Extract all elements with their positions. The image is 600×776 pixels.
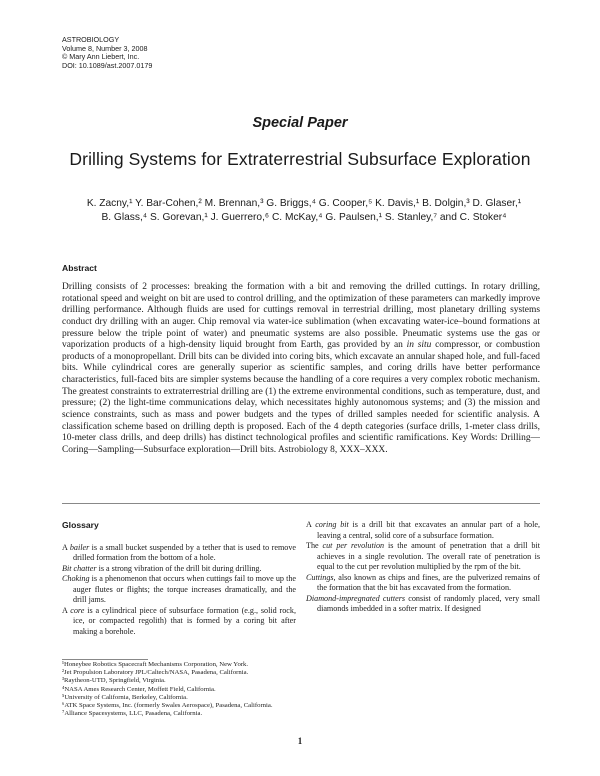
section-label: Special Paper	[252, 115, 348, 131]
glossary-term: Diamond-impregnated cutters	[306, 593, 406, 603]
journal-doi: DOI: 10.1089/ast.2007.0179	[62, 60, 153, 70]
glossary-term: cut per revolution	[322, 541, 385, 550]
section-divider	[62, 503, 540, 504]
glossary-entry: A coring bit is a drill bit that excavates an annular part of a hole, leaving a central, solid core of a subsurface formation.	[306, 520, 541, 540]
glossary-entry: Bit chatter is a strong vibration of the drill bit during drilling.	[62, 563, 262, 573]
glossary-entry: A core is a cylindrical piece of subsurface formation (e.g., solid rock, ice, or compacted regolith) that is formed by a coring bit after making a borehole.	[62, 605, 296, 636]
glossary-right-column	[306, 520, 540, 615]
abstract-heading: Abstract	[62, 263, 97, 273]
abstract-in-situ: in situ	[406, 340, 432, 351]
journal-info	[62, 36, 152, 70]
journal-copyright: © Mary Ann Liebert, Inc.	[62, 52, 140, 62]
glossary-entry: Choking is a phenomenon that occurs when cuttings fail to move up the auger flutes or flights; the torque increases dramatically, and the drill jams.	[62, 574, 296, 604]
glossary-left-column	[62, 520, 296, 637]
paper-title: Drilling Systems for Extraterrestrial Subsurface Exploration	[69, 149, 531, 169]
journal-name: ASTROBIOLOGY	[62, 35, 120, 44]
footnote-divider	[62, 659, 148, 660]
glossary-heading: Glossary	[62, 520, 99, 530]
footnote: ⁴NASA Ames Research Center, Moffett Field, California.	[62, 685, 216, 693]
affiliation-footnotes	[62, 661, 362, 718]
glossary-term: Bit chatter	[62, 563, 97, 573]
glossary-term: core	[70, 605, 85, 615]
footnote: ¹Honeybee Robotics Spacecraft Mechanisms Corporation, New York.	[62, 661, 249, 668]
page-number: 1	[297, 736, 303, 746]
glossary-term: coring bit	[315, 520, 349, 529]
footnote: ³Raytheon-UTD, Springfield, Virginia.	[62, 677, 166, 685]
glossary-term: bailer	[69, 542, 90, 552]
glossary-entry: The cut per revolution is the amount of penetration that a drill bit achieves in a single revolution. The overall rate of penetration is equal to the cut per revolution multiplied by the rpm of the bit.	[306, 541, 540, 571]
footnote: ⁷Alliance Spacesystems, LLC, Pasadena, California.	[62, 710, 203, 718]
authors-line-1: K. Zacny,¹ Y. Bar-Cohen,² M. Brennan,³ G. Briggs,⁴ G. Cooper,⁵ K. Davis,¹ B. Dolgin,³ D. Glaser,¹	[86, 198, 522, 209]
authors-line-2: B. Glass,⁴ S. Gorevan,¹ J. Guerrero,⁶ C. McKay,⁴ G. Paulsen,¹ S. Stanley,⁷ and C. Stoker⁴	[101, 212, 507, 223]
footnote: ⁵University of California, Berkeley, California.	[62, 693, 188, 701]
abstract-part-2: compressor, or combustion products of a monopropellant. Drill bits can be divided into coring bits, which excavate an annular shaped hole, and full-faced bits. While cylindrical cores are generally superior as scientific samples, and coring drills have better performance characteristics, full-faced bits are simpler systems because the handling of a core requires a very complex robotic mechanism. The greatest constraints to extraterrestrial drilling are (1) the extreme environmental conditions, such as temperature, dust, and pressure; (2) the light-time communications delay, which necessitates highly autonomous systems; and (3) the mission and science constraints, such as mass and power budgets and the types of drilled samples needed for scientific analysis. A classification scheme based on drilling depth is proposed. Each of the 4 depth categories (surface drills, 1-meter class drills, 10-meter class drills, and deep drills) has distinct technological profiles and scientific ramifications. Key Words: Drilling—Coring—Sampling—Subsurface exploration—Drill bits. Astrobiology 8, XXX–XXX.	[62, 340, 540, 455]
abstract-part-1: Drilling consists of 2 processes: breaking the formation with a bit and removing the drilled cuttings. In rotary drilling, rotational speed and weight on bit are used to control drilling, and the optimization of these parameters can markedly improve drilling performance. Although fluids are used for cuttings removal in terrestrial drilling, most planetary drilling systems conduct dry drilling with an auger. Chip removal via water-ice sublimation (when excavating water-ice–bound formations at pressure below the triple point of water) and pneumatic systems are also possible. Pneumatic systems use the gas or vaporization products of a high-density liquid brought from Earth, gas provided by an	[62, 282, 540, 351]
footnote: ²Jet Propulsion Laboratory JPL/Caltech/NASA, Pasadena, California.	[62, 669, 249, 677]
author-list	[78, 197, 530, 225]
glossary-entry: Cuttings, also known as chips and fines, are the pulverized remains of the formation that the bit has excavated from the formation.	[306, 572, 540, 592]
glossary-entry: Diamond-impregnated cutters consist of randomly placed, very small diamonds imbedded in a softer matrix. If designed	[306, 593, 540, 613]
glossary-term: Cuttings	[306, 572, 334, 582]
glossary-term: Choking	[62, 574, 90, 583]
footnote: ⁶ATK Space Systems, Inc. (formerly Swales Aerospace), Pasadena, California.	[62, 702, 273, 710]
journal-volume: Volume 8, Number 3, 2008	[62, 43, 148, 53]
glossary-entry: A bailer is a small bucket suspended by a tether that is used to remove drilled formation from the bottom of a hole.	[62, 542, 296, 562]
abstract-text	[62, 282, 540, 456]
